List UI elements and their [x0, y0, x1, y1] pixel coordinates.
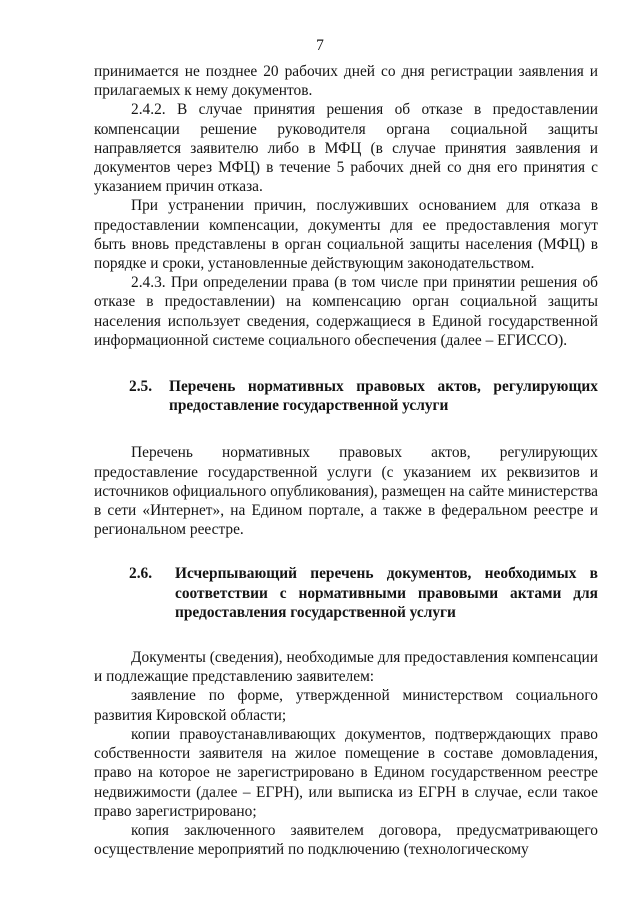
- section-heading-2-5: [94, 377, 598, 415]
- document-body: [94, 62, 598, 859]
- page-number: 7: [316, 37, 324, 54]
- paragraph-2-4-3: 2.4.3. При определении права (в том числе при принятии решения об отказе в предоставлении) на компенсацию орган социальной защиты населения использует сведения, содержащиеся в Единой государственной информационной системе социального обеспечения (далее – ЕГИССО).: [94, 274, 598, 349]
- paragraph-documents-intro: Документы (сведения), необходимые для предоставления компенсации и подлежащие представлению заявителем:: [94, 649, 598, 686]
- section-number: 2.5.: [129, 378, 153, 396]
- paragraph-reapply: При устранении причин, послуживших основанием для отказа в предоставлении компенсации, документы для ее предоставления могут быть вновь представлены в орган социальной защиты населения (МФЦ) в порядке и сроки, установленные действующим законодательством.: [94, 197, 598, 273]
- paragraph-application-form: заявление по форме, утвержденной министерством социального развития Кировской области;: [94, 687, 598, 724]
- paragraph-continuation: принимается не позднее 20 рабочих дней со дня регистрации заявления и прилагаемых к нему документов.: [94, 63, 598, 100]
- section-title: Перечень нормативных правовых актов, регулирующих предоставление государственной услуги: [169, 378, 598, 415]
- paragraph-legal-acts: Перечень нормативных правовых актов, регулирующих предоставление государственной услуги (с указанием их реквизитов и источников официального опубликования), размещен на сайте министерства в сети «Интернет», на Едином портале, а также в федеральном реестре и региональном реестре.: [94, 444, 598, 539]
- section-heading-2-6: [94, 564, 598, 622]
- paragraph-2-4-2: 2.4.2. В случае принятия решения об отказе в предоставлении компенсации решение руководителя органа социальной защиты направляется заявителю либо в МФЦ (в случае принятия заявления и документов через МФЦ) в течение 5 рабочих дней со дня его принятия с указанием причин отказа.: [94, 101, 598, 196]
- paragraph-contract-copy: копия заключенного заявителем договора, предусматривающего осуществление мероприятий по подключению (технологическому: [94, 821, 598, 859]
- paragraph-ownership-docs: копии правоустанавливающих документов, подтверждающих право собственности заявителя на жилое помещение в составе домовладения, право на которое не зарегистрировано в Едином государственном реестре недвижимости (далее – ЕГРН), или выписка из ЕГРН в случае, если такое право зарегистрировано;: [94, 725, 598, 820]
- section-number: 2.6.: [129, 565, 153, 583]
- section-title: Исчерпывающий перечень документов, необходимых в соответствии с нормативными правовыми актами для предоставления государственной услуги: [175, 565, 598, 621]
